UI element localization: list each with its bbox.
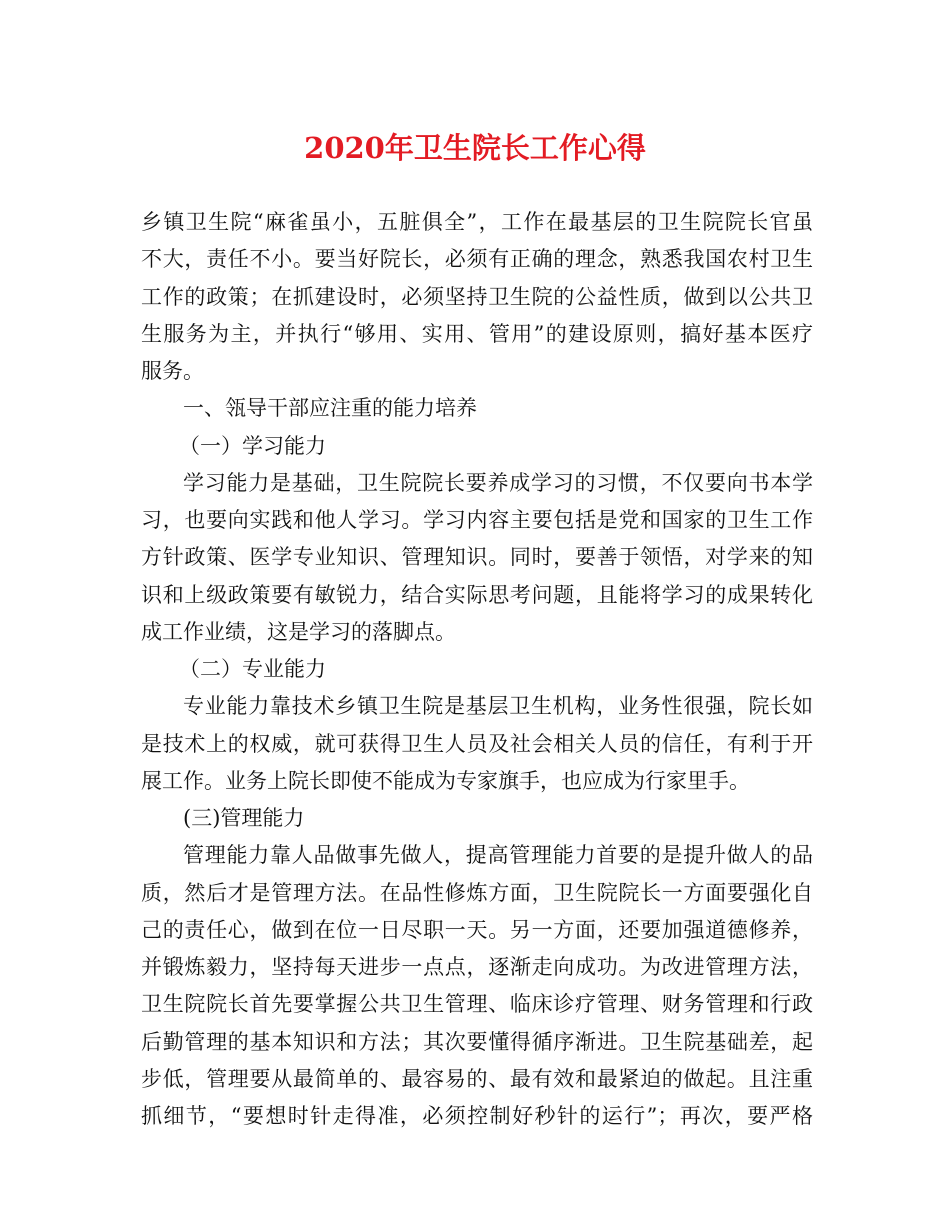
body-line: 方针政策、医学专业知识、管理知识。同时，要善于领悟，对学来的知 — [141, 545, 813, 570]
body-line: 卫生院院长首先要掌握公共卫生管理、临床诊疗管理、财务管理和行政 — [141, 992, 813, 1017]
body-line: 习，也要向实践和他人学习。学习内容主要包括是党和国家的卫生工作 — [141, 508, 813, 532]
subsection-heading: (三)管理能力 — [183, 806, 305, 830]
body-line: 识和上级政策要有敏锐力，结合实际思考问题，且能将学习的成果转化 — [141, 582, 813, 607]
body-line: 管理能力靠人品做事先做人，提高管理能力首要的是提升做人的品 — [183, 843, 813, 868]
body-line: 步低，管理要从最简单的、最容易的、最有效和最紧迫的做起。且注重 — [141, 1066, 813, 1091]
body-line: 展工作。业务上院长即使不能成为专家旗手，也应成为行家里手。 — [141, 768, 750, 793]
body-line: 并锻炼毅力，坚持每天进步一点点，逐渐走向成功。为改进管理方法， — [141, 955, 813, 979]
body-line: 乡镇卫生院“麻雀虽小，五脏俱全”，工作在最基层的卫生院院长官虽 — [141, 210, 813, 234]
body-line: 己的责任心，做到在位一日尽职一天。另一方面，还要加强道德修养， — [141, 917, 813, 942]
document-title: 2020年卫生院长工作心得 — [304, 131, 646, 165]
body-line: 质，然后才是管理方法。在品性修炼方面，卫生院院长一方面要强化自 — [141, 880, 813, 905]
body-line: 服务。 — [141, 359, 204, 383]
body-line: 工作的政策；在抓建设时，必须坚持卫生院的公益性质，做到以公共卫 — [141, 284, 813, 309]
document-body — [141, 204, 813, 1135]
body-line: 是技术上的权威，就可获得卫生人员及社会相关人员的信任，有利于开 — [141, 731, 813, 756]
subsection-heading: （二）专业能力 — [179, 657, 326, 681]
section-heading: 一、瓴导干部应注重的能力培养 — [183, 396, 477, 421]
body-line: 专业能力靠技术乡镇卫生院是基层卫生机构，业务性很强，院长如 — [183, 694, 813, 719]
body-line: 后勤管理的基本知识和方法；其次要懂得循序渐进。卫生院基础差，起 — [141, 1029, 813, 1054]
body-line: 抓细节，“要想时针走得准，必须控制好秒针的运行”；再次，要严格 — [141, 1104, 813, 1128]
body-line: 不大，责任不小。要当好院长，必须有正确的理念，熟悉我国农村卫生 — [141, 247, 813, 272]
body-line: 生服务为主，并执行“够用、实用、管用”的建设原则，搞好基本医疗 — [141, 321, 813, 346]
body-line: 学习能力是基础，卫生院院长要养成学习的习惯，不仅要向书本学 — [183, 470, 813, 495]
body-line: 成工作业绩，这是学习的落脚点。 — [141, 619, 456, 644]
subsection-heading: （一）学习能力 — [179, 433, 326, 458]
